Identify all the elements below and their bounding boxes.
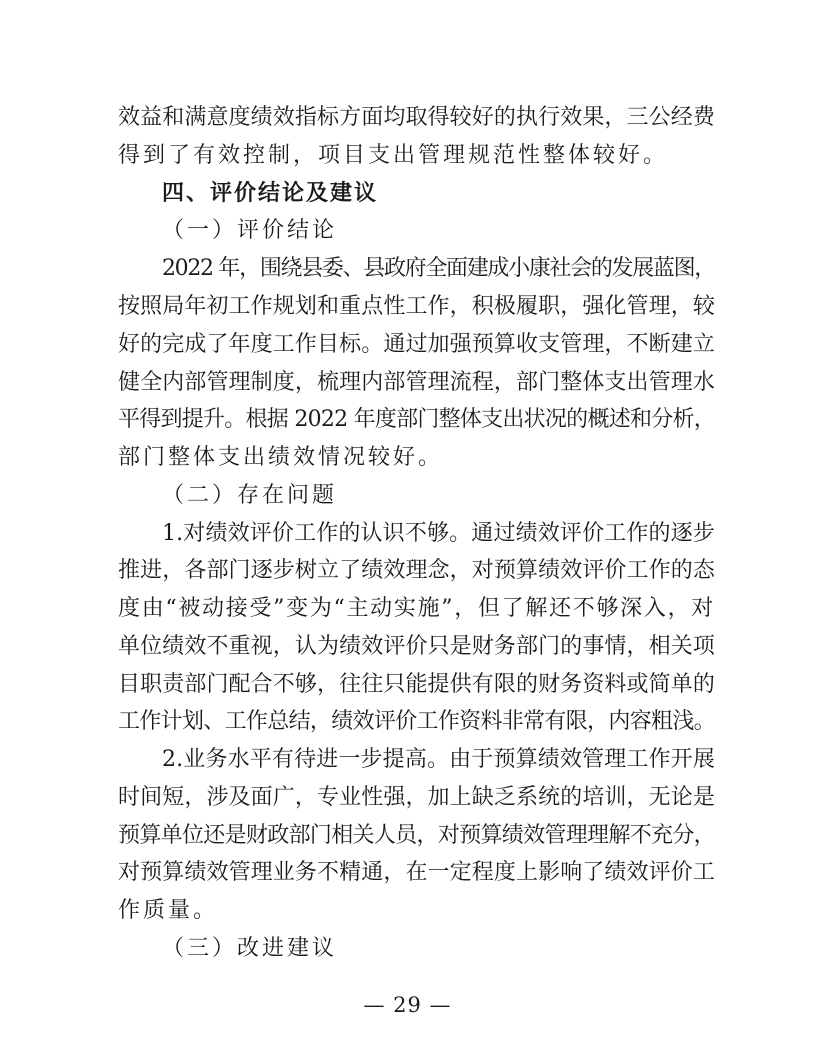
body-text-line: 平得到提升。根据 2022 年度部门整体支出状况的概述和分析，: [118, 407, 715, 432]
body-text-line: 好的完成了年度工作目标。通过加强预算收支管理，不断建立: [118, 332, 715, 357]
body-text-line: 单位绩效不重视，认为绩效评价只是财务部门的事情，相关项: [118, 634, 715, 659]
body-text-line: 部门整体支出绩效情况较好。: [118, 445, 444, 470]
body-text-line: 工作计划、工作总结，绩效评价工作资料非常有限，内容粗浅。: [118, 709, 715, 734]
section-heading: 四、评价结论及建议: [162, 181, 379, 206]
page-number: — 29 —: [363, 993, 452, 1017]
subsection-heading: （二）存在问题: [162, 483, 338, 508]
body-text-line: 预算单位还是财政部门相关人员，对预算绩效管理理解不充分，: [118, 823, 715, 848]
body-text-line: 健全内部管理制度，梳理内部管理流程，部门整体支出管理水: [118, 370, 715, 395]
body-text-line: 2022 年，围绕县委、县政府全面建成小康社会的发展蓝图，: [162, 256, 715, 281]
body-text-line: 对预算绩效管理业务不精通，在一定程度上影响了绩效评价工: [118, 860, 715, 885]
body-text-line: 1.对绩效评价工作的认识不够。通过绩效评价工作的逐步: [162, 521, 715, 546]
body-text-line: 2.业务水平有待进一步提高。由于预算绩效管理工作开展: [162, 747, 715, 772]
subsection-heading: （一）评价结论: [162, 218, 338, 243]
body-text-line: 按照局年初工作规划和重点性工作，积极履职，强化管理，较: [118, 294, 715, 319]
body-text-line: 推进，各部门逐步树立了绩效理念，对预算绩效评价工作的态: [118, 558, 715, 583]
body-text-line: 作质量。: [118, 898, 219, 923]
body-text-line: 目职责部门配合不够，往往只能提供有限的财务资料或简单的: [118, 672, 715, 697]
body-text-line: 时间短，涉及面广，专业性强，加上缺乏系统的培训，无论是: [118, 785, 715, 810]
body-text-line: 效益和满意度绩效指标方面均取得较好的执行效果，三公经费: [118, 105, 715, 130]
body-text-line: 度由“被动接受”变为“主动实施”，但了解还不够深入，对: [118, 596, 715, 621]
body-text-line: 得到了有效控制，项目支出管理规范性整体较好。: [118, 143, 669, 168]
subsection-heading: （三）改进建议: [162, 936, 338, 961]
